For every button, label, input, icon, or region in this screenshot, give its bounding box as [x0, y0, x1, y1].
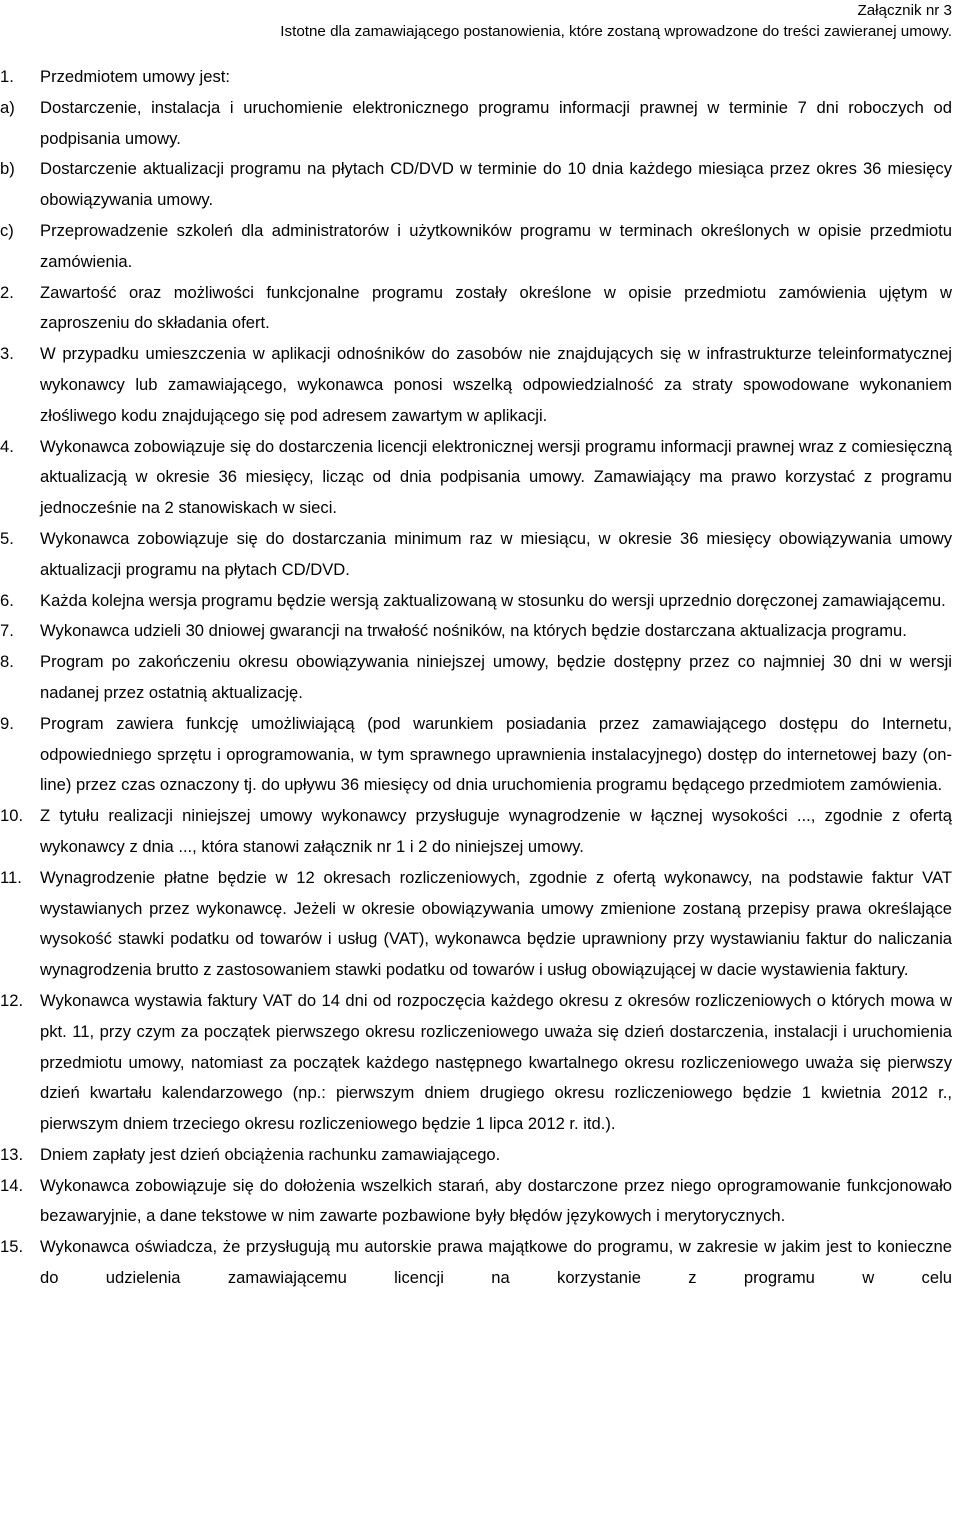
item-text: W przypadku umieszczenia w aplikacji odnośników do zasobów nie znajdujących się w infrastrukturze teleinformatycznej wykonawcy lub zamawiającego, wykonawca ponosi wszelką odpowiedzialność za straty spowodowane wykonaniem złośliwego kodu znajdującego się pod adresem zawartym w aplikacji. [40, 344, 952, 425]
item-text: Dostarczenie aktualizacji programu na płytach CD/DVD w terminie do 10 dnia każdego miesiąca przez okres 36 miesięcy obowiązywania umowy. [40, 159, 952, 210]
item-text: Zawartość oraz możliwości funkcjonalne programu zostały określone w opisie przedmiotu zamówienia ujętym w zaproszeniu do składania ofert. [40, 282, 952, 333]
list-item-8 [0, 647, 952, 709]
item-number: a) [0, 97, 15, 117]
list-item-11 [0, 863, 952, 986]
item-number: 8. [0, 652, 14, 672]
item-text: Wynagrodzenie płatne będzie w 12 okresach rozliczeniowych, zgodnie z ofertą wykonawcy, na podstawie faktur VAT wystawianych przez wykonawcę. Jeżeli w okresie obowiązywania umowy zmienione zostaną przepisy prawa określające wysokość stawki podatku od towarów i usług (VAT), wykonawca będzie uprawniony przy wystawianiu faktur do naliczania wynagrodzenia brutto z zastosowaniem stawki podatku od towarów i usług obowiązującej w dacie wystawienia faktury. [40, 867, 952, 980]
item-number: 5. [0, 528, 14, 548]
item-number: 4. [0, 436, 14, 456]
list-item-2 [0, 278, 952, 340]
list-item-1 [0, 62, 952, 93]
list-item-5 [0, 524, 952, 586]
item-number: 14. [0, 1175, 24, 1195]
item-text: Dostarczenie, instalacja i uruchomienie elektronicznego programu informacji prawnej w terminie 7 dni roboczych od podpisania umowy. [40, 97, 952, 148]
item-number: 2. [0, 282, 14, 302]
list-item-10 [0, 801, 952, 863]
list-item-14 [0, 1171, 952, 1233]
page-header [280, 0, 952, 42]
item-number: 6. [0, 590, 14, 610]
item-text: Wykonawca wystawia faktury VAT do 14 dni od rozpoczęcia każdego okresu z okresów rozliczeniowych o których mowa w pkt. 11, przy czym za początek pierwszego okresu rozliczeniowego uważa się dzień dostarczenia, instalacji i uruchomienia przedmiotu umowy, natomiast za początek każdego następnego kwartalnego okresu rozliczeniowego uważa się pierwszy dzień kwartału kalendarzowego (np.: pierwszym dniem drugiego okresu rozliczeniowego będzie 1 kwietnia 2012 r., pierwszym dniem trzeciego okresu rozliczeniowego będzie 1 lipca 2012 r. itd.). [40, 990, 952, 1134]
item-number: 13. [0, 1144, 24, 1164]
item-text: Program po zakończeniu okresu obowiązywania niniejszej umowy, będzie dostępny przez co najmniej 30 dni w wersji nadanej przez ostatnią aktualizację. [40, 652, 952, 702]
item-text: Wykonawca zobowiązuje się do dostarczania minimum raz w miesiącu, w okresie 36 miesięcy obowiązywania umowy aktualizacji programu na płytach CD/DVD. [40, 528, 952, 579]
item-text: Wykonawca zobowiązuje się do dołożenia wszelkich starań, aby dostarczone przez niego oprogramowanie funkcjonowało bezawaryjnie, a dane tekstowe w nim zawarte pozbawione były błędów językowych i merytorycznych. [40, 1175, 952, 1226]
list-item-b [0, 154, 952, 216]
list-item-c [0, 216, 952, 278]
list-item-12 [0, 986, 952, 1140]
item-text: Z tytułu realizacji niniejszej umowy wykonawcy przysługuje wynagrodzenie w łącznej wysokości ..., zgodnie z ofertą wykonawcy z dnia ..., która stanowi załącznik nr 1 i 2 do niniejszej umowy. [40, 806, 952, 856]
item-text: Przedmiotem umowy jest: [40, 67, 230, 86]
item-number: 10. [0, 806, 24, 826]
document-body [0, 62, 952, 1294]
item-text: Wykonawca udzieli 30 dniowej gwarancji na trwałość nośników, na których będzie dostarczana aktualizacja programu. [40, 621, 907, 641]
list-item-6 [0, 586, 952, 617]
list-item-4 [0, 432, 952, 524]
item-text: Wykonawca zobowiązuje się do dostarczenia licencji elektronicznej wersji programu informacji prawnej wraz z comiesięczną aktualizacją w okresie 36 miesięcy, licząc od dnia podpisania umowy. Zamawiający ma prawo korzystać z programu jednocześnie na 2 stanowiskach w sieci. [40, 436, 952, 518]
list-item-9 [0, 709, 952, 801]
attachment-label: Załącznik nr 3 [857, 2, 952, 19]
item-number: b) [0, 159, 15, 179]
item-number: 12. [0, 990, 24, 1010]
item-text: Przeprowadzenie szkoleń dla administratorów i użytkowników programu w terminach określonych w opisie przedmiotu zamówienia. [40, 220, 952, 271]
item-text: Program zawiera funkcję umożliwiającą (pod warunkiem posiadania przez zamawiającego dostępu do Internetu, odpowiedniego sprzętu i oprogramowania, w tym sprawnego uprawnienia instalacyjnego) dostęp do internetowej bazy (on-line) przez czas oznaczony tj. do upływu 36 miesięcy od dnia uruchomienia programu będącego przedmiotem zamówienia. [40, 713, 952, 795]
item-text: Dniem zapłaty jest dzień obciążenia rachunku zamawiającego. [40, 1144, 501, 1164]
item-number: 7. [0, 621, 14, 641]
list-item-15 [0, 1232, 952, 1294]
item-number: c) [0, 220, 14, 240]
item-number: 9. [0, 713, 14, 733]
list-item-13 [0, 1140, 952, 1171]
item-text: Wykonawca oświadcza, że przysługują mu autorskie prawa majątkowe do programu, w zakresie w jakim jest to konieczne do udzielenia zamawiającemu licencji na korzystanie z programu w celu [40, 1237, 952, 1288]
item-number: 11. [0, 867, 22, 887]
item-number: 15. [0, 1237, 24, 1257]
list-item-7 [0, 616, 952, 647]
list-item-3 [0, 339, 952, 431]
document-subtitle: Istotne dla zamawiającego postanowienia, które zostaną wprowadzone do treści zawieranej umowy. [280, 23, 952, 40]
item-number: 1. [0, 67, 14, 86]
item-number: 3. [0, 344, 14, 364]
list-item-a [0, 93, 952, 155]
item-text: Każda kolejna wersja programu będzie wersją zaktualizowaną w stosunku do wersji uprzednio doręczonej zamawiającemu. [40, 590, 946, 610]
